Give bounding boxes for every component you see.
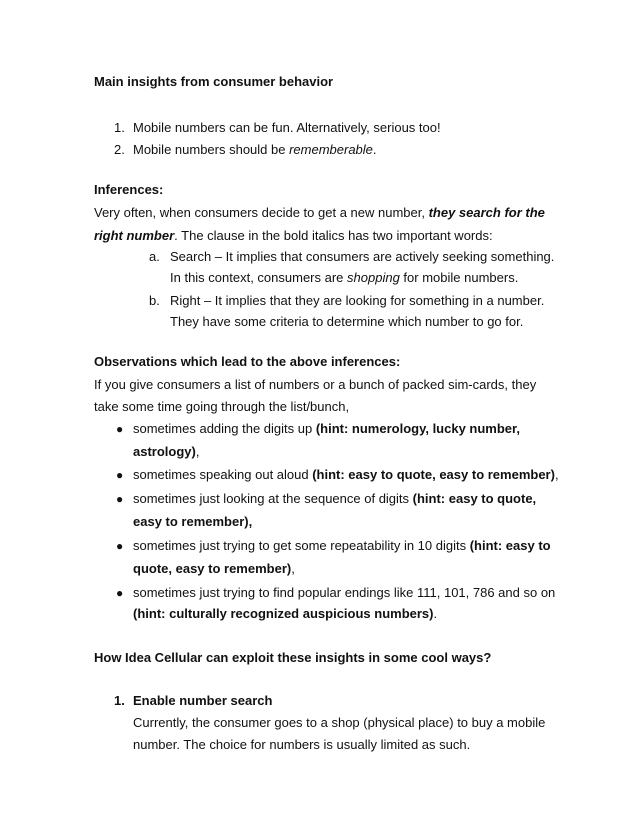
list-number: 1. bbox=[114, 120, 125, 135]
list-item-text: Mobile numbers can be fun. Alternatively, serious too! bbox=[133, 120, 441, 135]
bullet-icon: ● bbox=[116, 468, 124, 482]
bullet-icon: ● bbox=[116, 586, 124, 600]
bullet-text: sometimes just trying to get some repeatability in 10 digits (hint: easy to bbox=[133, 538, 551, 553]
bullet-text: sometimes just trying to find popular endings like 111, 101, 786 and so on bbox=[133, 585, 556, 600]
sub-item-text: Search – It implies that consumers are actively seeking something. bbox=[170, 249, 555, 264]
bullet-text: sometimes speaking out aloud (hint: easy to quote, easy to remember), bbox=[133, 467, 559, 482]
bullet-text: (hint: culturally recognized auspicious numbers). bbox=[133, 606, 438, 621]
bullet-icon: ● bbox=[116, 539, 124, 553]
list-item-text: Mobile numbers should be rememberable. bbox=[133, 142, 377, 157]
exploit-item-title: Enable number search bbox=[133, 693, 273, 708]
bullet-text: quote, easy to remember), bbox=[133, 561, 295, 576]
bullet-text: sometimes adding the digits up (hint: numerology, lucky number, bbox=[133, 421, 520, 436]
main-heading: Main insights from consumer behavior bbox=[94, 74, 334, 89]
sub-item-label: b. bbox=[149, 293, 160, 308]
inferences-heading: Inferences: bbox=[94, 182, 164, 197]
exploit-item-text: number. The choice for numbers is usually limited as such. bbox=[133, 737, 471, 752]
list-item bbox=[114, 120, 125, 136]
list-number: 2. bbox=[114, 142, 125, 157]
observations-intro: If you give consumers a list of numbers or a bunch of packed sim-cards, they bbox=[94, 377, 537, 392]
sub-item-text: Right – It implies that they are looking for something in a number. bbox=[170, 293, 545, 308]
list-item bbox=[114, 142, 125, 158]
exploit-heading: How Idea Cellular can exploit these insights in some cool ways? bbox=[94, 650, 492, 665]
bullet-icon: ● bbox=[116, 422, 124, 436]
observations-intro: take some time going through the list/bunch, bbox=[94, 399, 350, 414]
sub-item-text: In this context, consumers are shopping for mobile numbers. bbox=[170, 270, 519, 285]
bullet-text: sometimes just looking at the sequence of digits (hint: easy to quote, bbox=[133, 491, 537, 506]
list-number: 1. bbox=[114, 693, 125, 708]
inferences-line: Very often, when consumers decide to get a new number, they search for the bbox=[94, 205, 545, 220]
sub-item-label: a. bbox=[149, 249, 160, 264]
bullet-text: easy to remember), bbox=[133, 514, 253, 529]
observations-heading: Observations which lead to the above inferences: bbox=[94, 354, 401, 369]
bullet-icon: ● bbox=[116, 492, 124, 506]
inferences-line: right number. The clause in the bold italics has two important words: bbox=[94, 228, 493, 243]
sub-item-text: They have some criteria to determine which number to go for. bbox=[170, 314, 524, 329]
exploit-item-text: Currently, the consumer goes to a shop (physical place) to buy a mobile bbox=[133, 715, 546, 730]
bullet-text: astrology), bbox=[133, 444, 200, 459]
